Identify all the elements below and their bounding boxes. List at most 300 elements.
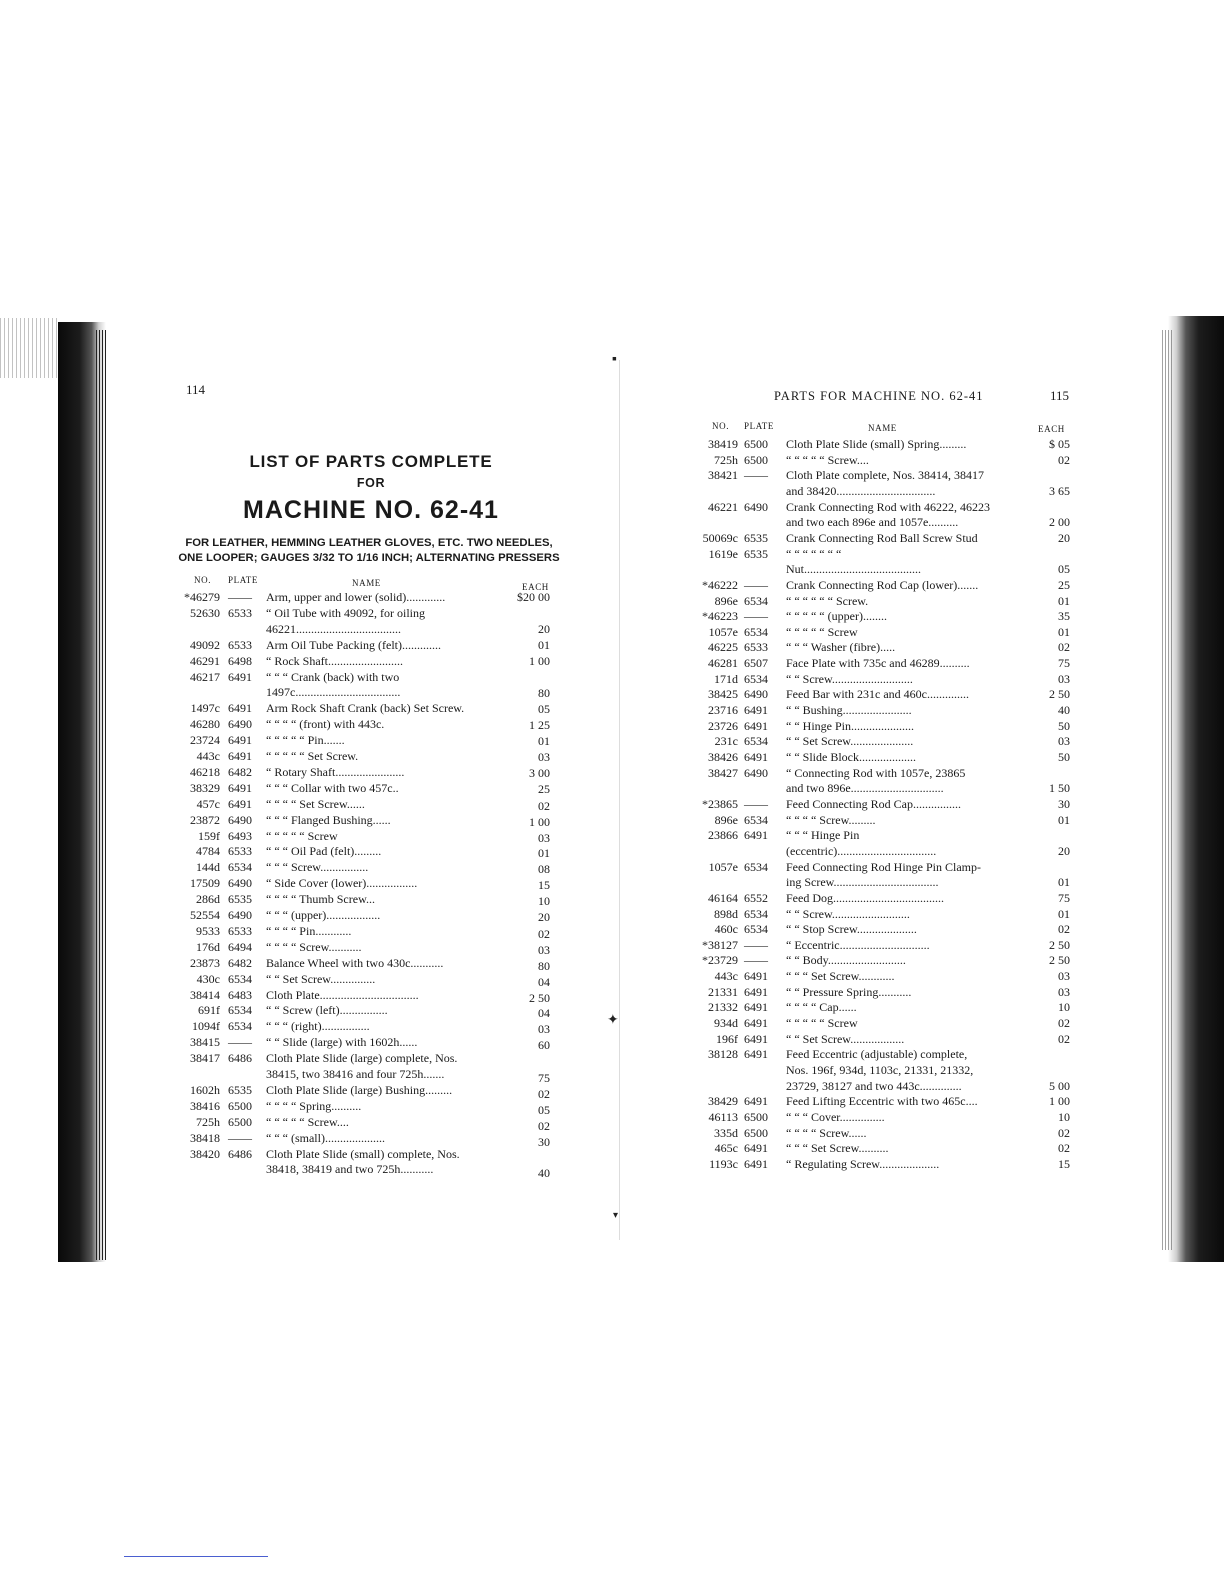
part-price: 2 00 <box>1049 515 1070 530</box>
part-price: 02 <box>1058 1016 1070 1031</box>
part-price: 40 <box>538 1166 550 1181</box>
page-stack-left <box>96 330 106 1260</box>
part-price: 03 <box>538 830 550 845</box>
part-name: “ “ “ “ “ Screw.... <box>786 452 869 467</box>
page-title-line2: FOR <box>356 476 386 490</box>
part-price: 01 <box>1058 593 1070 608</box>
part-price: 01 <box>1058 812 1070 827</box>
part-name: “ “ Screw.......................... <box>786 906 910 921</box>
part-name: “ “ “ Set Screw............ <box>786 969 895 984</box>
part-number: *46223 <box>702 609 738 624</box>
plate-number: 6533 <box>228 605 252 620</box>
plate-number: —— <box>744 609 768 624</box>
part-name: “ “ Set Screw.................. <box>786 1031 905 1046</box>
part-price: 60 <box>538 1038 550 1053</box>
part-name: Arm Rock Shaft Crank (back) Set Screw. <box>266 701 465 716</box>
part-price: 30 <box>1058 796 1070 811</box>
part-price: 15 <box>538 878 550 893</box>
part-name: “ “ Pressure Spring........... <box>786 984 912 999</box>
page-stack-right <box>1162 330 1172 1250</box>
part-number: 38414 <box>190 987 220 1002</box>
part-name: Cloth Plate complete, Nos. 38414, 38417 <box>786 468 984 483</box>
plate-number: 6491 <box>744 1031 768 1046</box>
part-name: “ “ Screw (left)................ <box>266 1003 388 1018</box>
plate-number: 6491 <box>744 1016 768 1031</box>
subtitle-line2: ONE LOOPER; GAUGES 3/32 TO 1/16 INCH; ALTERNATING PRESSERS <box>178 552 560 564</box>
plate-number: 6533 <box>744 640 768 655</box>
part-price: 3 00 <box>529 765 550 780</box>
part-number: 196f <box>716 1031 738 1046</box>
part-number: 231c <box>714 734 738 749</box>
part-name: 38418, 38419 and two 725h........... <box>266 1162 434 1177</box>
part-number: 46218 <box>190 764 220 779</box>
part-name: “ “ “ (upper).................. <box>266 908 381 922</box>
part-number: 1057e <box>708 624 738 639</box>
part-price: 2 50 <box>1049 687 1070 702</box>
part-name: Cloth Plate Slide (large) complete, Nos. <box>266 1051 458 1066</box>
part-name: “ “ “ “ “ Screw <box>786 1016 858 1031</box>
part-price: 1 00 <box>529 814 550 829</box>
part-name: “ “ “ Hinge Pin <box>786 828 860 843</box>
part-name: Nut....................................... <box>786 562 921 577</box>
part-name: “ “ “ “ Thumb Screw... <box>266 892 375 907</box>
part-price: 75 <box>1058 656 1070 671</box>
plate-number: 6552 <box>744 890 768 905</box>
part-name: “ “ “ “ Set Screw...... <box>266 796 365 811</box>
part-number: 176d <box>196 939 220 954</box>
plate-number: 6534 <box>228 860 252 875</box>
column-header-no: NO. <box>194 575 212 585</box>
part-number: 46280 <box>190 717 220 732</box>
part-price: 10 <box>538 894 550 909</box>
part-number: 23726 <box>708 718 738 733</box>
part-number: 38419 <box>708 437 738 451</box>
plate-number: 6491 <box>744 750 768 764</box>
part-price: 50 <box>1058 750 1070 764</box>
part-name: “ “ “ “ Cap...... <box>786 1000 857 1015</box>
part-number: 457c <box>196 796 220 811</box>
part-number: 1057e <box>708 859 738 874</box>
part-price: 20 <box>538 621 550 636</box>
part-name: and two each 896e and 1057e.......... <box>786 515 959 530</box>
part-number: *23729 <box>702 953 738 968</box>
part-price: 03 <box>538 942 550 957</box>
plate-number: 6490 <box>228 812 252 827</box>
part-price: 20 <box>538 910 550 924</box>
part-number: 23866 <box>708 828 738 843</box>
part-number: 21332 <box>708 1000 738 1015</box>
part-name: Crank Connecting Rod Cap (lower)....... <box>786 577 979 592</box>
plate-number: 6493 <box>228 828 252 843</box>
column-header-each: EACH <box>1038 424 1065 434</box>
part-price: 05 <box>538 1102 550 1117</box>
part-price: 01 <box>1058 875 1070 890</box>
plate-number: 6483 <box>228 987 252 1002</box>
part-name: Feed Connecting Rod Cap................ <box>786 796 961 811</box>
part-number: 38420 <box>190 1146 220 1161</box>
plate-number: 6535 <box>228 892 252 907</box>
part-name: “ “ “ Set Screw.......... <box>786 1141 889 1156</box>
plate-number: 6534 <box>228 1019 252 1034</box>
part-name: “ “ “ “ “ (upper)........ <box>786 609 887 624</box>
part-price: 01 <box>1058 906 1070 921</box>
part-name: “ “ “ “ “ Screw <box>786 624 858 639</box>
part-name: Feed Bar with 231c and 460c.............. <box>786 687 969 702</box>
part-name: 38415, two 38416 and four 725h....... <box>266 1067 445 1081</box>
part-number: 23716 <box>708 703 738 718</box>
part-number: 896e <box>714 812 738 827</box>
part-price: $ 05 <box>1049 437 1070 451</box>
part-name: “ Regulating Screw.................... <box>786 1156 940 1171</box>
plate-number: 6491 <box>744 718 768 733</box>
plate-number: 6491 <box>228 749 252 763</box>
gutter-mark: ✦ <box>607 1013 619 1028</box>
plate-number: 6490 <box>228 717 252 732</box>
plate-number: 6490 <box>228 908 252 922</box>
plate-number: 6534 <box>744 906 768 921</box>
part-name: “ “ “ Screw................ <box>266 860 369 875</box>
page-title-line1: LIST OF PARTS COMPLETE <box>249 452 493 471</box>
part-number: 9533 <box>196 923 220 938</box>
part-number: 159f <box>198 828 220 843</box>
part-price: 75 <box>1058 890 1070 905</box>
part-price: 75 <box>538 1071 550 1085</box>
part-name: Feed Lifting Eccentric with two 465c.... <box>786 1094 978 1109</box>
part-price: 03 <box>538 750 550 764</box>
part-name: “ Connecting Rod with 1057e, 23865 <box>786 765 966 780</box>
part-price: 02 <box>1058 1125 1070 1140</box>
part-name: “ “ “ “ Screw........... <box>266 939 362 954</box>
part-price: 04 <box>538 974 550 989</box>
page-number-right: 115 <box>1050 388 1070 403</box>
part-price: 02 <box>1058 922 1070 937</box>
part-number: 460c <box>714 922 738 937</box>
plate-number: 6500 <box>744 452 768 467</box>
part-name: “ “ Slide (large) with 1602h...... <box>266 1035 418 1050</box>
part-price: 1 25 <box>529 718 550 733</box>
part-number: 38425 <box>708 687 738 702</box>
part-number: 725h <box>196 1114 220 1129</box>
part-price: 03 <box>1058 734 1070 749</box>
part-name: “ Eccentric.............................. <box>786 937 930 952</box>
part-price: 1 50 <box>1049 781 1070 796</box>
plate-number: 6491 <box>744 984 768 999</box>
part-name: “ “ Bushing....................... <box>786 703 912 718</box>
part-number: 443c <box>196 749 220 763</box>
part-price: 20 <box>1058 843 1070 858</box>
part-name: “ “ “ Flanged Bushing...... <box>266 812 391 827</box>
plate-number: 6500 <box>228 1114 252 1129</box>
part-price: 30 <box>538 1134 550 1149</box>
part-number: 46281 <box>708 656 738 671</box>
part-number: 898d <box>714 906 738 921</box>
part-name: “ “ “ “ “ Pin....... <box>266 733 345 748</box>
book-binding-right <box>1168 316 1224 1262</box>
part-name: “ “ “ “ “ “ Screw. <box>786 593 869 608</box>
part-price: $20 00 <box>517 590 550 604</box>
part-name: “ “ “ “ “ Set Screw. <box>266 749 359 763</box>
column-header-name: NAME <box>352 578 381 588</box>
part-number: 286d <box>196 892 220 907</box>
plate-number: 6490 <box>228 876 252 891</box>
plate-number: 6534 <box>744 812 768 827</box>
part-number: 49092 <box>190 637 220 652</box>
part-name: 23729, 38127 and two 443c.............. <box>786 1078 962 1093</box>
part-number: 38427 <box>708 765 738 780</box>
part-number: 21331 <box>708 984 738 999</box>
part-name: and 38420................................. <box>786 483 936 498</box>
part-number: 38329 <box>190 780 220 795</box>
part-number: 38128 <box>708 1047 738 1062</box>
part-name: 46221................................... <box>266 621 401 636</box>
part-name: “ “ “ “ (front) with 443c. <box>266 717 385 732</box>
plate-number: 6491 <box>744 1047 768 1062</box>
part-number: 1497c <box>190 701 220 716</box>
part-name: “ “ “ Crank (back) with two <box>266 669 400 684</box>
part-price: 04 <box>538 1006 550 1021</box>
plate-number: 6500 <box>228 1098 252 1113</box>
part-number: 443c <box>714 969 738 984</box>
part-name: Cloth Plate................................. <box>266 987 419 1002</box>
part-price: 1 00 <box>529 653 550 668</box>
part-number: 934d <box>714 1016 738 1031</box>
part-price: 02 <box>538 926 550 941</box>
plate-number: 6534 <box>744 624 768 639</box>
plate-number: 6491 <box>744 703 768 718</box>
plate-number: 6491 <box>228 669 252 684</box>
part-name: “ “ “ (right)................ <box>266 1019 370 1034</box>
column-header-plate: PLATE <box>228 575 258 585</box>
part-name: “ “ “ Collar with two 457c.. <box>266 780 399 795</box>
part-price: 02 <box>538 1118 550 1133</box>
part-number: 691f <box>198 1003 220 1018</box>
part-number: 171d <box>714 671 738 686</box>
part-price: 80 <box>538 958 550 973</box>
column-header-each: EACH <box>522 582 549 592</box>
plate-number: 6535 <box>744 546 768 561</box>
part-price: 10 <box>1058 1109 1070 1124</box>
part-number: 1193c <box>709 1156 738 1171</box>
part-price: 02 <box>1058 1031 1070 1046</box>
plate-number: 6491 <box>744 969 768 984</box>
plate-number: 6491 <box>744 1141 768 1156</box>
part-price: 02 <box>1058 1141 1070 1156</box>
part-price: 01 <box>538 846 550 861</box>
gutter-mark: ▪ <box>612 352 617 367</box>
part-number: 4784 <box>196 844 220 859</box>
plate-number: 6486 <box>228 1146 252 1161</box>
part-name: “ “ Slide Block................... <box>786 750 916 764</box>
part-price: 03 <box>538 1022 550 1037</box>
divider-line <box>124 1556 268 1557</box>
plate-number: —— <box>744 937 768 952</box>
part-number: 1602h <box>190 1082 220 1097</box>
part-number: *38127 <box>702 937 738 952</box>
part-name: Feed Connecting Rod Hinge Pin Clamp- <box>786 859 981 874</box>
plate-number: —— <box>744 953 768 968</box>
part-price: 05 <box>1058 562 1070 577</box>
plate-number: 6482 <box>228 955 252 970</box>
part-price: 05 <box>538 702 550 717</box>
plate-number: 6500 <box>744 1109 768 1124</box>
part-number: 1094f <box>192 1019 220 1034</box>
part-name: Face Plate with 735c and 46289.......... <box>786 656 970 671</box>
column-header-name: NAME <box>868 423 897 433</box>
part-price: 25 <box>1058 577 1070 592</box>
part-number: 38429 <box>708 1094 738 1109</box>
part-price: 2 50 <box>529 990 550 1005</box>
part-name: Arm, upper and lower (solid)............. <box>266 590 446 604</box>
part-price: 3 65 <box>1049 483 1070 498</box>
part-price: 20 <box>1058 530 1070 545</box>
plate-number: 6491 <box>228 701 252 716</box>
part-price: 03 <box>1058 671 1070 686</box>
part-price: 08 <box>538 862 550 877</box>
part-name: “ Side Cover (lower)................. <box>266 876 418 891</box>
part-name: “ “ Set Screw..................... <box>786 734 914 749</box>
part-price: 35 <box>1058 609 1070 624</box>
part-number: 38421 <box>708 468 738 483</box>
part-name: “ “ “ “ Spring.......... <box>266 1098 362 1113</box>
part-price: 5 00 <box>1049 1078 1070 1093</box>
part-price: 02 <box>1058 640 1070 655</box>
gutter-mark: ▾ <box>613 1210 619 1221</box>
gutter <box>619 360 620 1240</box>
page-edge-left <box>0 318 58 378</box>
plate-number: 6490 <box>744 687 768 702</box>
part-number: 335d <box>714 1125 738 1140</box>
running-head: PARTS FOR MACHINE NO. 62-41 <box>774 389 984 403</box>
plate-number: —— <box>228 1035 252 1050</box>
part-price: 2 50 <box>1049 937 1070 952</box>
part-name: Arm Oil Tube Packing (felt)............. <box>266 637 441 652</box>
plate-number: 6491 <box>228 733 252 748</box>
part-name: Cloth Plate Slide (large) Bushing......... <box>266 1082 453 1097</box>
page-title-machine: MACHINE NO. 62-41 <box>243 496 499 524</box>
part-name: Nos. 196f, 934d, 1103c, 21331, 21332, <box>786 1063 974 1077</box>
part-number: *23865 <box>702 796 738 811</box>
part-number: *46222 <box>702 577 738 592</box>
part-name: Cloth Plate Slide (small) complete, Nos. <box>266 1146 460 1161</box>
part-number: 430c <box>196 971 220 986</box>
part-name: “ “ “ Washer (fibre)..... <box>786 640 896 655</box>
part-number: 52554 <box>190 908 220 922</box>
part-name: “ “ Hinge Pin..................... <box>786 718 914 733</box>
part-name: “ “ “ “ “ Screw <box>266 828 338 843</box>
subtitle-line1: FOR LEATHER, HEMMING LEATHER GLOVES, ETC. TWO NEEDLES, <box>185 537 553 549</box>
part-name: “ “ “ Cover............... <box>786 1109 885 1124</box>
part-name: “ “ Screw........................... <box>786 671 913 686</box>
part-name: Balance Wheel with two 430c........... <box>266 955 444 970</box>
part-number: 46217 <box>190 669 220 684</box>
part-name: “ “ “ “ Pin............ <box>266 923 352 938</box>
part-price: 02 <box>1058 452 1070 467</box>
plate-number: 6490 <box>744 499 768 514</box>
part-price: 01 <box>538 734 550 749</box>
part-number: 23872 <box>190 812 220 827</box>
part-name: (eccentric)................................. <box>786 843 937 858</box>
plate-number: —— <box>228 1130 252 1145</box>
part-number: 50069c <box>702 530 738 545</box>
plate-number: 6533 <box>228 637 252 652</box>
part-number: 38415 <box>190 1035 220 1050</box>
part-price: 02 <box>538 1086 550 1101</box>
part-number: 46221 <box>708 499 738 514</box>
plate-number: 6535 <box>744 530 768 545</box>
part-number: 46164 <box>708 890 738 905</box>
page-number-left: 114 <box>186 382 206 397</box>
subtitle <box>176 536 562 566</box>
part-number: 23873 <box>190 955 220 970</box>
column-header-no: NO. <box>712 421 730 431</box>
part-number: 23724 <box>190 733 220 748</box>
part-name: “ Oil Tube with 49092, for oiling <box>266 605 426 620</box>
part-number: 38417 <box>190 1051 220 1066</box>
part-name: “ Rotary Shaft....................... <box>266 764 405 779</box>
part-number: 38426 <box>708 750 738 764</box>
plate-number: 6500 <box>744 1125 768 1140</box>
part-price: 80 <box>538 686 550 701</box>
plate-number: —— <box>744 796 768 811</box>
part-price: 25 <box>538 781 550 796</box>
plate-number: 6534 <box>744 593 768 608</box>
part-number: *46279 <box>184 590 220 604</box>
part-name: “ “ “ (small).................... <box>266 1130 385 1145</box>
plate-number: 6507 <box>744 656 768 671</box>
plate-number: 6534 <box>744 922 768 937</box>
plate-number: 6534 <box>744 734 768 749</box>
plate-number: —— <box>228 590 252 604</box>
plate-number: 6486 <box>228 1051 252 1066</box>
plate-number: 6491 <box>744 828 768 843</box>
plate-number: 6535 <box>228 1082 252 1097</box>
plate-number: 6490 <box>744 765 768 780</box>
plate-number: 6491 <box>228 780 252 795</box>
part-number: 46291 <box>190 653 220 668</box>
part-name: “ “ Set Screw............... <box>266 971 376 986</box>
part-name: “ “ “ Oil Pad (felt)......... <box>266 844 382 859</box>
plate-number: 6500 <box>744 437 768 451</box>
plate-number: 6534 <box>228 1003 252 1018</box>
plate-number: 6533 <box>228 923 252 938</box>
part-price: 03 <box>1058 984 1070 999</box>
part-name: “ “ “ “ Screw......... <box>786 812 876 827</box>
part-name: Feed Dog..................................... <box>786 890 944 905</box>
part-name: “ “ “ “ “ Screw.... <box>266 1114 349 1129</box>
plate-number: —— <box>744 468 768 483</box>
part-number: 725h <box>714 452 738 467</box>
plate-number: 6491 <box>744 1156 768 1171</box>
part-name: “ “ Body.......................... <box>786 953 906 968</box>
part-price: 15 <box>1058 1156 1070 1171</box>
part-number: 38418 <box>190 1130 220 1145</box>
part-number: 46113 <box>708 1109 738 1124</box>
part-name: Cloth Plate Slide (small) Spring......... <box>786 437 967 451</box>
part-price: 02 <box>538 798 550 813</box>
plate-number: 6482 <box>228 764 252 779</box>
part-number: 52630 <box>190 605 220 620</box>
part-price: 03 <box>1058 969 1070 984</box>
part-number: 896e <box>714 593 738 608</box>
part-name: Crank Connecting Rod Ball Screw Stud <box>786 530 978 545</box>
part-price: 50 <box>1058 718 1070 733</box>
part-name: “ “ “ “ Screw...... <box>786 1125 867 1140</box>
plate-number: 6533 <box>228 844 252 859</box>
plate-number: —— <box>744 577 768 592</box>
part-name: Feed Eccentric (adjustable) complete, <box>786 1047 968 1062</box>
plate-number: 6534 <box>228 971 252 986</box>
plate-number: 6534 <box>744 859 768 874</box>
